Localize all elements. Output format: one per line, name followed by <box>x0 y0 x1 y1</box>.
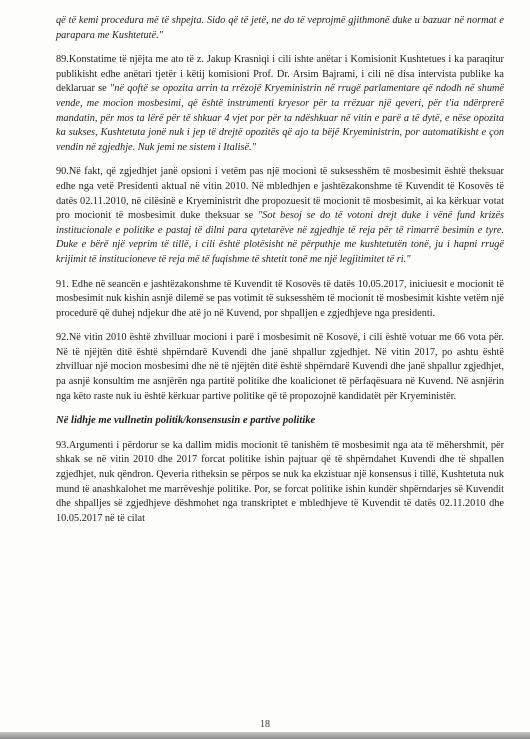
quote-text: "Sot besoj se do të votoni drejt duke i vënë fund krizës institucionale e politike e pastaj të dilni para qytetarëve në zgjedhje të reja për të rimarrë besimin e tyre. Duke e bërë një veprim të tillë, i cili është plotësisht në përputhje me kushtetutën tonë, ju i hapni rrugë krijimit të institucioneve të reja më të fuqishme të shtetit tonë me një legjitimitet të ri." <box>56 210 504 265</box>
paragraph-number: 92. <box>56 332 69 344</box>
page-number: 18 <box>260 719 270 730</box>
footer-bar <box>0 732 530 739</box>
paragraph-93 <box>56 439 504 527</box>
section-heading: Në lidhje me vullnetin politik/konsensusin e partive politike <box>56 415 316 427</box>
paragraph-text: Në fakt, që zgjedhjet janë opsioni i vetëm pas një mocioni të suksesshëm të mosbesimit është theksuar edhe nga vetë Presidenti aktual në vitin 2010. Në mbledhjen e jashtëzakonshme të Kuvendit të Kosovës të datës 02.11.2010, në cilësinë e Kryeministrit dhe propozuesit të mocionit të mosbesimit, ai ka kërkuar votat pro mocionit të mosbesimit duke theksuar se <box>56 166 504 222</box>
paragraph-90 <box>56 165 504 267</box>
paragraph-92 <box>56 331 504 404</box>
paragraph-text: Konstatime të njëjta me ato të z. Jakup Krasniqi i cili ishte anëtar i Komisionit Kushtetues i ka paraqitur publikisht edhe anëtari tjetër i këtij komisioni Prof. Dr. Arsim Bajrami, i cili në disa intervista publike ka deklaruar se <box>56 54 504 95</box>
paragraph-continuation <box>56 14 504 43</box>
paragraph-text: Edhe në seancën e jashtëzakonshme të Kuvendit të Kosovës të datës 10.05.2017, iniciuesit e mocionit të mosbesimit nuk kishin asnjë dilemë se pas votimit të suksesshëm të mocionit të mosbesimit kishte vetëm një procedurë që duhej ndjekur dhe atë jo në Kuvend, por shpalljen e zgjedhjeve nga presidenti. <box>56 278 504 319</box>
paragraph-number: 90. <box>56 166 69 178</box>
quote-text: "në qoftë se opozita arrin ta rrëzojë Kryeministrin në rrugë parlamentare që ndodh në shumë vende, me mocion mosbesimi, që është instrumenti kryesor për ta rrëzuar një qeveri, për t'ia ndërprerë mandatin, për mos ta lërë për të shkuar 4 vjet por për ta ndëshkuar në vitin e parë a të dytë, e nëse opozita ka sukses, Kushtetuta jonë nuk i jep të drejtë opozitës që ajo ta bëjë Kryeministrin, por automatikisht e çon vendin në zgjedhje. Nuk jemi ne sistem i Italisë." <box>56 83 504 153</box>
paragraph-89 <box>56 53 504 155</box>
quote-text: që të kemi procedura më të shpejta. Sido që të jetë, ne do të veprojmë gjithmonë duke u bazuar në normat e parapara me Kushtetutë." <box>56 15 504 41</box>
document-body <box>56 14 504 536</box>
paragraph-number: 93. <box>56 439 69 451</box>
paragraph-91 <box>56 278 504 322</box>
paragraph-number: 91. <box>56 278 69 290</box>
paragraph-number: 89. <box>56 54 69 66</box>
paragraph-text: Në vitin 2010 është zhvilluar mocioni i parë i mosbesimit në Kosovë, i cili është votuar me 66 vota për. Në të njëjtën ditë është shpërndarë Kuvendi dhe janë shpallur zgjedhjet. Në vitin 2017, po ashtu është zhvilluar një mocion mosbesimi dhe në të njëjtën ditë është shpërndarë Kuvendi dhe janë shpallur zgjedhjet, pa asnjë konsultim me asnjërën nga partitë politike dhe koalicionet të përfaqësuara në Kuvend. Në asnjërin nga këto raste nuk iu është kërkuar partive politike që të propozojnë kandidatët për Kryeministër. <box>56 332 504 402</box>
paragraph-text: Argumenti i përdorur se ka dallim midis mocionit të tanishëm të mosbesimit nga ata të mëhershmit, për shkak se në vitin 2010 dhe 2017 forcat politike ishin pajtuar që të shpërndahet Kuvendi dhe të shpallen zgjedhjet, nuk qëndron. Qeveria ritheksin se përpos se nuk ka ekzistuar një konsensus i tillë, Kushtetuta nuk mund të anashkalohet me marrëveshje politike. Por, se forcat politike ishin kundër shpërndarjes së Kuvendit dhe shpalljes së zgjedhjeve dëshmohet nga transkriptet e mbledhjeve të Kuvendit të datës 02.11.2010 dhe 10.05.2017 në të cilat <box>56 439 504 524</box>
